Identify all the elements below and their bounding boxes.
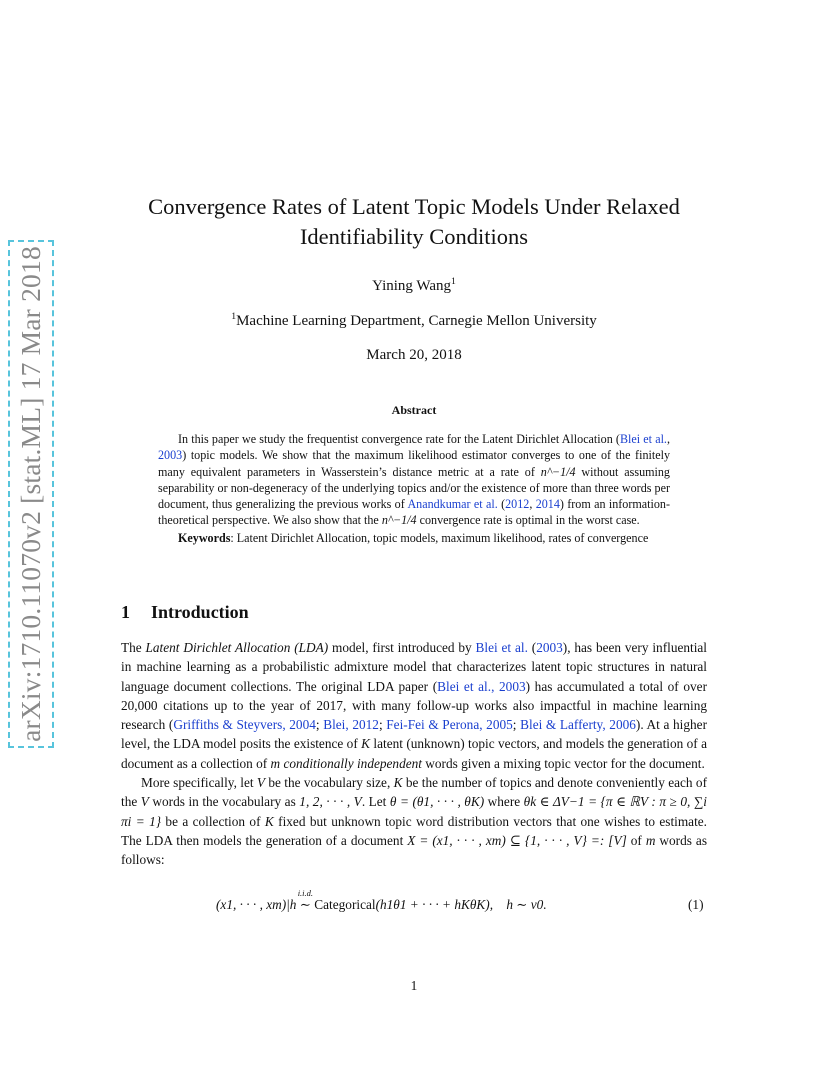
author (0, 278, 828, 295)
paper-date: March 20, 2018 (366, 347, 462, 363)
citation-year-link[interactable]: 2003 (536, 640, 563, 655)
title-line-2: Identifiability Conditions (299, 224, 529, 249)
iid-label: i.i.d. (297, 888, 314, 898)
section-number: 1 (121, 602, 130, 622)
equation-lhs: (x1, · · · , xm)|h (216, 897, 297, 912)
equation-1 (216, 888, 547, 913)
citation-link[interactable]: Fei-Fei & Perona, 2005 (386, 717, 513, 733)
intro-body (121, 638, 707, 870)
citation-link[interactable]: Griffiths & Steyvers, 2004 (173, 717, 316, 733)
citation-link[interactable]: Blei & Lafferty, 2006 (520, 717, 636, 733)
paper-title (0, 192, 828, 252)
affiliation (0, 313, 828, 330)
categorical-label: Categorical (314, 897, 376, 912)
author-name: Yining Wang (372, 278, 452, 294)
section-heading (121, 602, 249, 623)
categorical-args: (h1θ1 + · · · + hKθK), (375, 897, 494, 912)
abstract-heading: Abstract (391, 403, 437, 417)
section-title: Introduction (151, 602, 249, 622)
abstract-text: In this paper we study the frequentist convergence rate for the Latent Dirichlet Allocation (Blei et al., 2003) topic models. We show that the maximum likelihood estimator converges to one of the finitely many equivalent parameters in Wasserstein’s distance metric at a rate of n^−1/4 without assuming separability or non-degeneracy of the underlying topics and/or the existence of more than three words per document, thus generalizing the previous works of Anandkumar et al. (2012, 2014) from an information-theoretical perspective. We also show that the n^−1/4 convergence rate is optimal in the worst case. (158, 432, 670, 528)
math-rate: n^−1/4 (540, 464, 576, 479)
paragraph: More specifically, let V be the vocabulary size, K be the number of topics and denote conveniently each of the V words in the vocabulary as 1, 2, · · · , V. Let θ = (θ1, · · · , θK) where θk ∈ ΔV−1 = {π ∈ ℝV : π ≥ 0, ∑i πi = 1} be a collection of K fixed but unknown topic word distribution vectors that one wishes to estimate. The LDA then models the generation of a document X = (x1, · · · , xm) ⊆ {1, · · · , V} =: [V] of m words as follows: (121, 775, 707, 868)
citation-link[interactable]: Blei et al., 2003 (437, 678, 526, 694)
citation-link[interactable]: Blei, 2012 (323, 717, 379, 733)
keywords-label: Keywords (178, 530, 231, 545)
citation-year-link[interactable]: 2012 (505, 497, 530, 512)
tilde-symbol: ∼ (299, 897, 311, 912)
citation-link[interactable]: Blei et al. (619, 432, 667, 446)
page-number: 1 (410, 978, 418, 993)
citation-year-link[interactable]: 2014 (535, 497, 560, 512)
author-affiliation-mark: 1 (451, 276, 456, 287)
affiliation-mark: 1 (231, 311, 237, 322)
citation-link[interactable]: Anandkumar et al. (407, 497, 498, 512)
math-rate: n^−1/4 (381, 513, 417, 528)
affiliation-text: Machine Learning Department, Carnegie Mellon University (236, 313, 597, 329)
prior-relation: h ∼ ν0. (506, 897, 547, 912)
iid-relation (297, 888, 314, 913)
equation-number: (1) (688, 897, 704, 912)
citation-year-link[interactable]: 2003 (158, 448, 183, 463)
keywords: Keywords: Latent Dirichlet Allocation, topic models, maximum likelihood, rates of convergence (178, 530, 649, 545)
citation-link[interactable]: Blei et al. (475, 640, 528, 655)
title-line-1: Convergence Rates of Latent Topic Models Under Relaxed (148, 194, 680, 219)
abstract (158, 431, 670, 546)
arxiv-identifier: arXiv:1710.11070v2 [stat.ML] 17 Mar 2018 (15, 246, 46, 742)
paragraph: The Latent Dirichlet Allocation (LDA) model, first introduced by Blei et al. (2003), has been very influential in machine learning as a probabilistic admixture model that characterizes latent topic structures in natural language document collections. The original LDA paper (Blei et al., 2003) has accumulated a total of over 20,000 citations up to the year of 2017, with many follow-up works also impactful in machine learning research (Griffiths & Steyvers, 2004; Blei, 2012; Fei-Fei & Perona, 2005; Blei & Lafferty, 2006). At a higher level, the LDA model posits the existence of K latent (unknown) topic vectors, and models the generation of a document as a collection of m conditionally independent words given a mixing topic vector for the document. (121, 640, 708, 771)
